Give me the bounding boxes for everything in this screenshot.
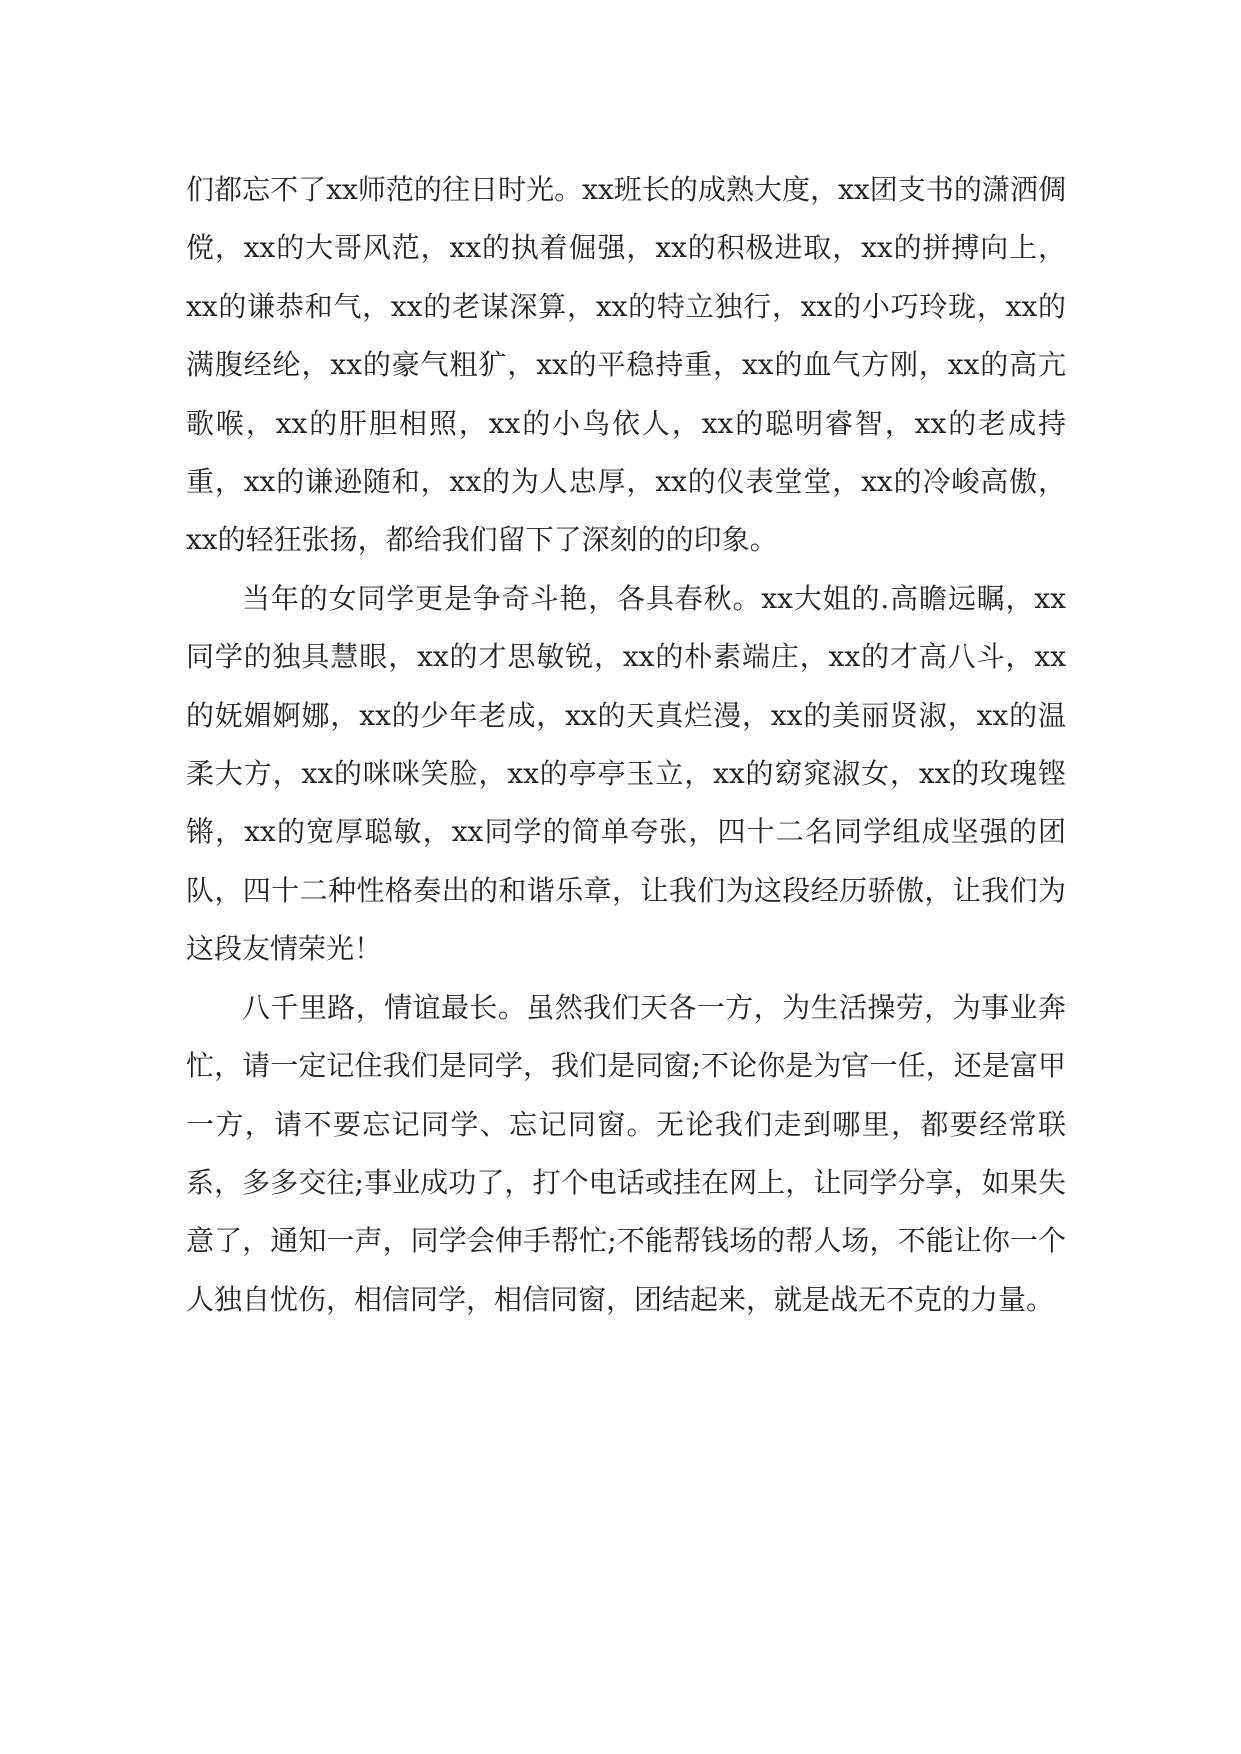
- body-text: [186, 161, 1066, 1329]
- paragraph-1: 们都忘不了xx师范的往日时光。xx班长的成熟大度，xx团支书的潇洒倜傥，xx的大哥风范，xx的执着倔强，xx的积极进取，xx的拼搏向上，xx的谦恭和气，xx的老谋深算，xx的特立独行，xx的小巧玲珑，xx的满腹经纶，xx的豪气粗犷，xx的平稳持重，xx的血气方刚，xx的高亢歌喉，xx的肝胆相照，xx的小鸟依人，xx的聪明睿智，xx的老成持重，xx的谦逊随和，xx的为人忠厚，xx的仪表堂堂，xx的冷峻高傲，xx的轻狂张扬，都给我们留下了深刻的的印象。: [186, 173, 1066, 557]
- paragraph-3: 八千里路，情谊最长。虽然我们天各一方，为生活操劳，为事业奔忙，请一定记住我们是同学，我们是同窗;不论你是为官一任，还是富甲一方，请不要忘记同学、忘记同窗。无论我们走到哪里，都要经常联系，多多交往;事业成功了，打个电话或挂在网上，让同学分享，如果失意了，通知一声，同学会伸手帮忙;不能帮钱场的帮人场，不能让你一个人独自忧伤，相信同学，相信同窗，团结起来，就是战无不克的力量。: [186, 990, 1066, 1316]
- paragraph-2: 当年的女同学更是争奇斗艳，各具春秋。xx大姐的.高瞻远瞩，xx同学的独具慧眼，xx的才思敏锐，xx的朴素端庄，xx的才高八斗，xx的妩媚婀娜，xx的少年老成，xx的天真烂漫，xx的美丽贤淑，xx的温柔大方，xx的咪咪笑脸，xx的亭亭玉立，xx的窈窕淑女，xx的玫瑰铿锵，xx的宽厚聪敏，xx同学的简单夸张，四十二名同学组成坚强的团队，四十二种性格奏出的和谐乐章，让我们为这段经历骄傲，让我们为这段友情荣光！: [186, 581, 1066, 966]
